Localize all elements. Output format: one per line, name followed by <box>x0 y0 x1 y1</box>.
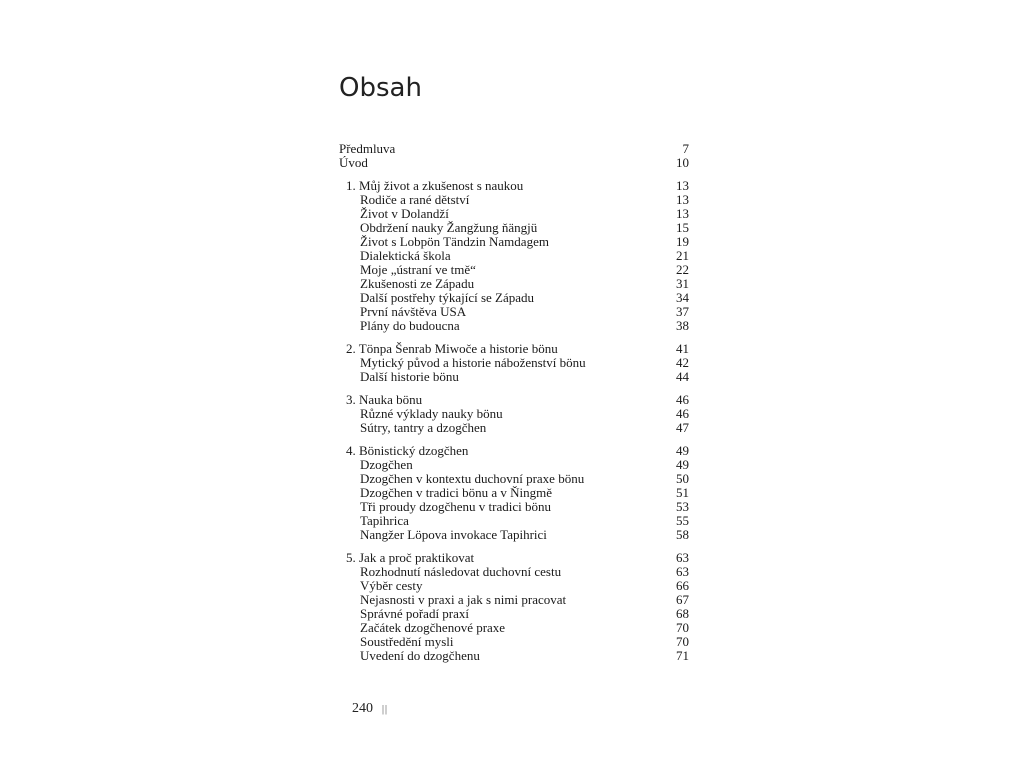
toc-chapter <box>339 444 689 542</box>
toc-subentry <box>339 291 689 305</box>
toc-chapter-heading-title: 5. Jak a proč praktikovat <box>346 550 475 565</box>
toc-subentry <box>339 356 689 370</box>
toc-chapter-heading <box>339 444 689 458</box>
toc-subentry <box>339 514 689 528</box>
toc-subentry <box>339 486 689 500</box>
toc-subentry <box>339 565 689 579</box>
toc-subentry <box>339 263 689 277</box>
toc-chapter-heading-page: 63 <box>676 550 689 565</box>
toc-subentry-page: 53 <box>676 499 689 514</box>
toc-subentry-title: Zkušenosti ze Západu <box>360 276 475 291</box>
toc-subentry <box>339 193 689 207</box>
toc-subentry-title: Mytický původ a historie náboženství bönu <box>360 355 586 370</box>
toc-subentry-title: Život v Dolandží <box>360 206 449 221</box>
toc-subentry-page: 15 <box>676 220 689 235</box>
toc-subentry-title: První návštěva USA <box>360 304 467 319</box>
toc-subentry-title: Dzogčhen v tradici bönu a v Ňingmě <box>360 485 553 500</box>
toc-subentry-title: Uvedení do dzogčhenu <box>360 648 480 663</box>
page-title: Obsah <box>339 73 422 103</box>
toc-subentry <box>339 621 689 635</box>
toc-subentry-page: 19 <box>676 234 689 249</box>
toc-subentry <box>339 528 689 542</box>
toc-subentry-title: Dzogčhen v kontextu duchovní praxe bönu <box>360 471 585 486</box>
toc-subentry <box>339 249 689 263</box>
toc-subentry <box>339 207 689 221</box>
toc-subentry-page: 68 <box>676 606 689 621</box>
toc-chapter-heading-page: 49 <box>676 443 689 458</box>
toc-subentry-title: Další postřehy týkající se Západu <box>360 290 535 305</box>
toc-subentry <box>339 370 689 384</box>
toc-subentry-title: Tapihrica <box>360 513 409 528</box>
toc-subentry-title: Plány do budoucna <box>360 318 460 333</box>
toc-subentry-title: Nejasnosti v praxi a jak s nimi pracovat <box>360 592 567 607</box>
toc-subentry-page: 13 <box>676 206 689 221</box>
toc-subentry <box>339 649 689 663</box>
toc-subentry-page: 38 <box>676 318 689 333</box>
toc-subentry-page: 51 <box>676 485 689 500</box>
toc-subentry-page: 44 <box>676 369 689 384</box>
toc-chapter-heading-page: 13 <box>676 178 689 193</box>
toc-subentry-title: Rodiče a rané dětství <box>360 192 470 207</box>
toc-chapter-heading <box>339 342 689 356</box>
toc-subentry-title: Život s Lobpön Tändzin Namdagem <box>360 234 549 249</box>
toc-subentry-page: 63 <box>676 564 689 579</box>
toc-subentry <box>339 458 689 472</box>
toc-chapter-heading-title: 4. Bönistický dzogčhen <box>346 443 469 458</box>
toc-subentry-title: Další historie bönu <box>360 369 459 384</box>
toc-subentry <box>339 277 689 291</box>
toc-chapter <box>339 179 689 333</box>
toc-subentry-title: Správné pořadí praxí <box>360 606 470 621</box>
toc-chapter-heading <box>339 551 689 565</box>
toc-subentry-page: 47 <box>676 420 689 435</box>
toc-subentry <box>339 221 689 235</box>
toc-subentry <box>339 305 689 319</box>
toc-entry <box>339 156 689 170</box>
toc-subentry-page: 46 <box>676 406 689 421</box>
toc-entry-page: 7 <box>682 141 689 156</box>
toc-subentry-title: Začátek dzogčhenové praxe <box>360 620 506 635</box>
toc-entry <box>339 142 689 156</box>
toc-subentry-page: 13 <box>676 192 689 207</box>
toc-chapter-heading <box>339 179 689 193</box>
front-matter <box>339 142 689 170</box>
page-folio <box>352 700 388 719</box>
toc-chapter-heading-page: 41 <box>676 341 689 356</box>
toc-subentry-title: Moje „ústraní ve tmě“ <box>360 262 476 277</box>
toc-subentry-page: 22 <box>676 262 689 277</box>
toc-subentry <box>339 407 689 421</box>
toc-subentry-page: 70 <box>676 634 689 649</box>
toc-subentry-title: Sútry, tantry a dzogčhen <box>360 420 487 435</box>
toc-subentry-title: Nangžer Löpova invokace Tapihrici <box>360 527 547 542</box>
page-number: 240 <box>352 701 373 716</box>
toc-subentry-title: Dialektická škola <box>360 248 451 263</box>
toc-chapter-heading <box>339 393 689 407</box>
table-of-contents <box>339 142 689 663</box>
toc-subentry <box>339 235 689 249</box>
toc-subentry <box>339 607 689 621</box>
toc-subentry <box>339 421 689 435</box>
toc-subentry-title: Rozhodnutí následovat duchovní cestu <box>360 564 562 579</box>
toc-subentry-page: 37 <box>676 304 689 319</box>
toc-subentry-title: Soustředění mysli <box>360 634 454 649</box>
chapter-list <box>339 179 689 663</box>
toc-entry-title: Úvod <box>339 155 368 170</box>
toc-subentry-page: 71 <box>676 648 689 663</box>
toc-subentry-page: 70 <box>676 620 689 635</box>
toc-chapter-heading-title: 3. Nauka bönu <box>346 392 423 407</box>
toc-subentry-title: Dzogčhen <box>360 457 413 472</box>
toc-subentry-page: 67 <box>676 592 689 607</box>
toc-subentry-page: 42 <box>676 355 689 370</box>
toc-subentry-page: 66 <box>676 578 689 593</box>
toc-subentry <box>339 579 689 593</box>
toc-subentry-title: Různé výklady nauky bönu <box>360 406 503 421</box>
toc-entry-page: 10 <box>676 155 689 170</box>
toc-subentry <box>339 500 689 514</box>
toc-chapter-heading-page: 46 <box>676 392 689 407</box>
toc-subentry <box>339 472 689 486</box>
toc-subentry-page: 21 <box>676 248 689 263</box>
folio-separator: || <box>382 704 389 715</box>
toc-subentry-page: 58 <box>676 527 689 542</box>
toc-subentry-title: Výběr cesty <box>360 578 423 593</box>
toc-subentry-title: Tři proudy dzogčhenu v tradici bönu <box>360 499 551 514</box>
toc-entry-title: Předmluva <box>339 141 396 156</box>
toc-subentry-title: Obdržení nauky Žangžung ňängjü <box>360 220 538 235</box>
toc-subentry-page: 55 <box>676 513 689 528</box>
toc-subentry <box>339 635 689 649</box>
toc-subentry-page: 50 <box>676 471 689 486</box>
toc-subentry <box>339 593 689 607</box>
toc-chapter-heading-title: 2. Tönpa Šenrab Miwoče a historie bönu <box>346 341 558 356</box>
toc-subentry-page: 31 <box>676 276 689 291</box>
toc-chapter <box>339 551 689 663</box>
toc-chapter-heading-title: 1. Můj život a zkušenost s naukou <box>346 178 524 193</box>
toc-chapter <box>339 342 689 384</box>
toc-chapter <box>339 393 689 435</box>
toc-subentry-page: 49 <box>676 457 689 472</box>
toc-subentry-page: 34 <box>676 290 689 305</box>
toc-subentry <box>339 319 689 333</box>
